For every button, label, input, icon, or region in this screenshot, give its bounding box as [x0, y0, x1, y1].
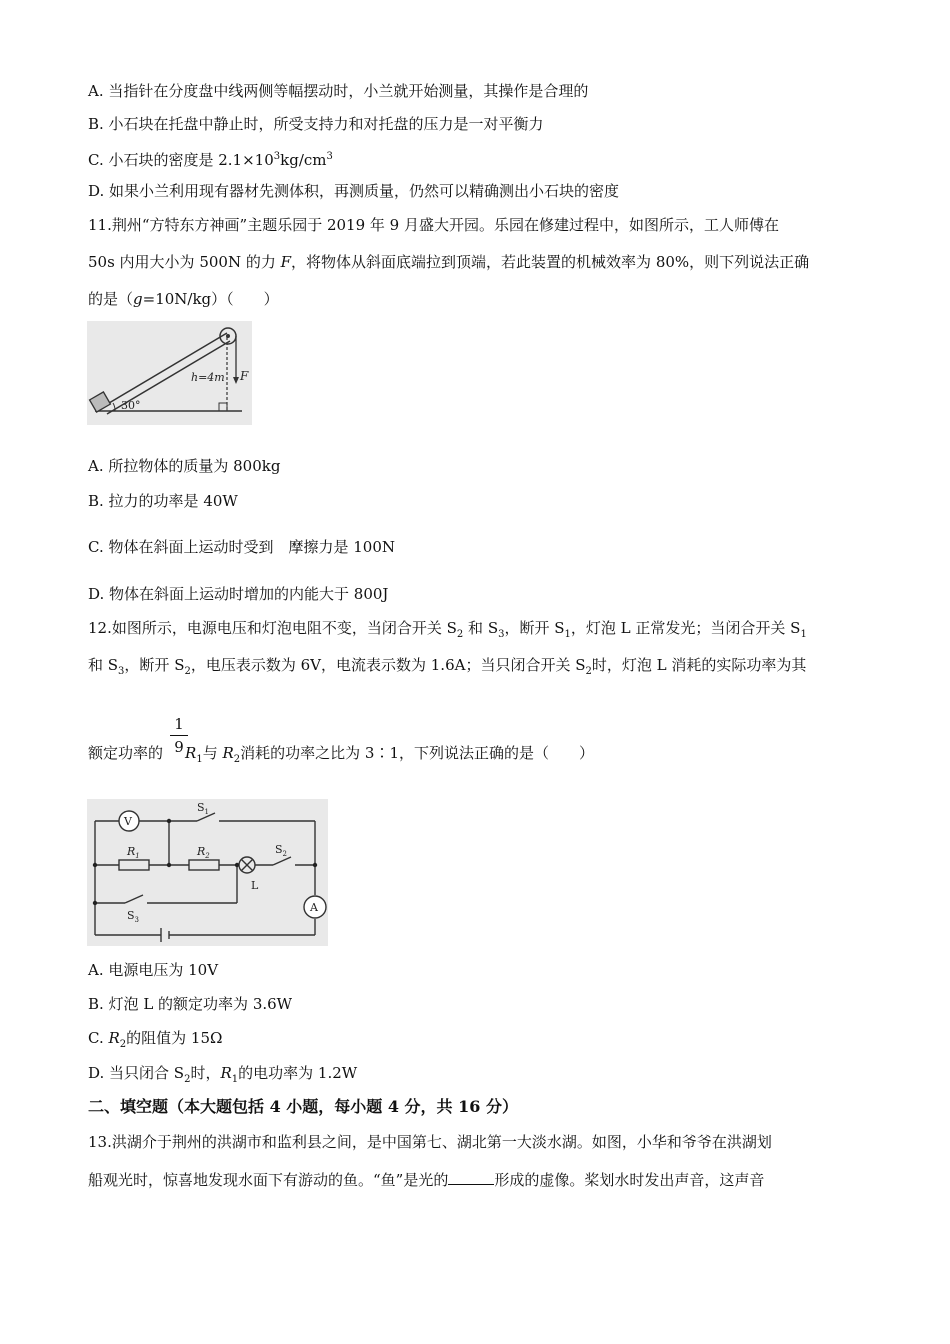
s3-label: $S_3$ [127, 909, 140, 924]
q11-option-b: B. 拉力的功率是 40W [88, 492, 238, 510]
r1-label: $R_1$ [127, 845, 140, 860]
q11-stem-line2: 50s 内用大小为 500N 的力 F，将物体从斜面底端拉到顶端，若此装置的机械效率为 80%，则下列说法正确 [88, 253, 810, 271]
q11-option-d: D. 物体在斜面上运动时增加的内能大于 800J [88, 585, 389, 603]
q12-option-d: D. 当只闭合 $S_2$时，$R_1$的电功率为 1.2W [88, 1064, 358, 1085]
s1-label: $S_1$ [197, 801, 210, 816]
lamp-label: L [251, 879, 259, 892]
answer-blank[interactable] [448, 1170, 494, 1185]
q11-stem-line3: 的是（g=10N/kg）（ ） [88, 290, 279, 308]
height-label: h=4m [191, 371, 225, 384]
q12-option-b: B. 灯泡 L 的额定功率为 3.6W [88, 995, 293, 1013]
q12-stem-line3: 额定功率的 $R_1$与 $R_2$消耗的功率之比为 3∶1，下列说法正确的是（ ） [88, 744, 594, 765]
force-label: F [240, 369, 249, 383]
section-heading-fill-in: 二、填空题（本大题包括 4 小题，每小题 4 分，共 16 分） [88, 1097, 518, 1116]
q12-stem-line1: 12.如图所示，电源电压和灯泡电阻不变，当闭合开关 $S_2$ 和 $S_3$，断开 $S_1$，灯泡 L 正常发光；当闭合开关 $S_1$ [88, 619, 807, 640]
r2-label: $R_2$ [197, 845, 210, 860]
q11-option-c: C. 物体在斜面上运动时受到 摩擦力是 100N [88, 538, 396, 556]
q10-option-b: B. 小石块在托盘中静止时，所受支持力和对托盘的压力是一对平衡力 [88, 115, 544, 133]
incline-pulley-figure [87, 321, 252, 425]
angle-label: 30° [121, 399, 141, 412]
voltmeter-symbol: V [124, 815, 132, 828]
q10-option-a: A. 当指针在分度盘中线两侧等幅摆动时，小兰就开始测量，其操作是合理的 [88, 82, 589, 100]
q12-stem-line2: 和 $S_3$，断开 $S_2$，电压表示数为 6V，电流表示数为 1.6A；当只闭合开关 $S_2$时，灯泡 L 消耗的实际功率为其 [88, 656, 807, 677]
q13-stem-line2: 船观光时，惊喜地发现水面下有游动的鱼。“鱼”是光的 形成的虚像。桨划水时发出声音，这声音 [88, 1171, 765, 1189]
q12-option-c: C. $R_2$的阻值为 15Ω [88, 1029, 223, 1050]
circuit-figure [87, 799, 328, 946]
q10-option-d: D. 如果小兰利用现有器材先测体积，再测质量，仍然可以精确测出小石块的密度 [88, 182, 620, 200]
q11-stem-line1: 11.荆州“方特东方神画”主题乐园于 2019 年 9 月盛大开园。乐园在修建过程中，如图所示，工人师傅在 [88, 216, 779, 234]
ammeter-symbol: A [310, 901, 318, 914]
q13-stem-line1: 13.洪湖介于荆州的洪湖市和监利县之间，是中国第七、湖北第一大淡水湖。如图，小华和爷爷在洪湖划 [88, 1133, 772, 1151]
q10-option-c: C. 小石块的密度是 $2.1\times 10^3kg/cm^3$ [88, 151, 333, 169]
q12-option-a: A. 电源电压为 10V [88, 961, 219, 979]
fraction-numerator: 1 [174, 715, 184, 733]
fraction-denominator: 9 [174, 738, 184, 756]
q11-option-a: A. 所拉物体的质量为 800kg [88, 457, 281, 475]
s2-label: $S_2$ [275, 843, 288, 858]
